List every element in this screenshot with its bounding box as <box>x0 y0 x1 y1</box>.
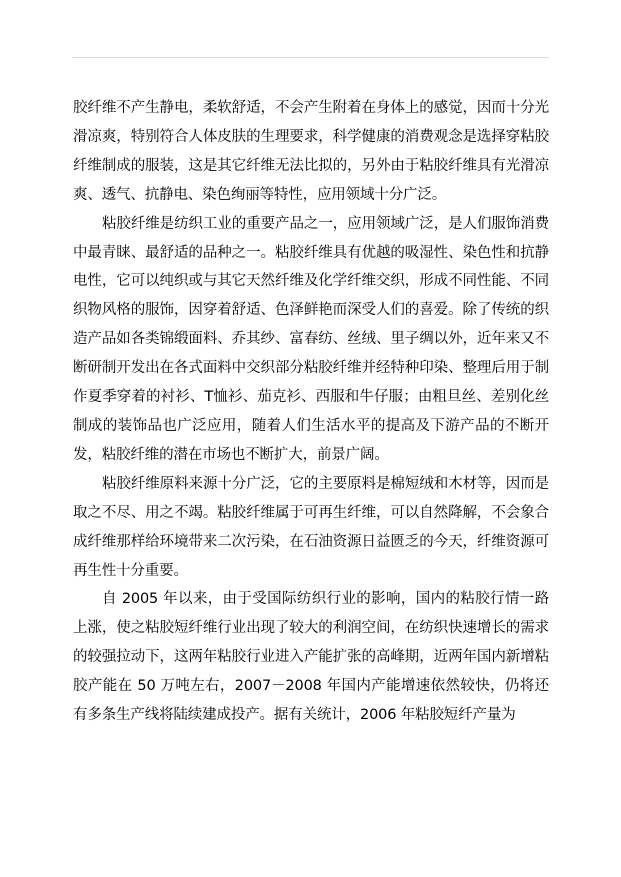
paragraph-2: 粘胶纤维是纺织工业的重要产品之一，应用领域广泛，是人们服饰消费中最青睐、最舒适的品种之一。粘胶纤维具有优越的吸湿性、染色性和抗静电性，它可以纯织或与其它天然纤维及化学纤维交织，形成不同性能、不同织物风格的服饰，因穿着舒适、色泽鲜艳而深受人们的喜爱。除了传统的织造产品如各类锦缎面料、乔其纱、富春纺、丝绒、里子绸以外，近年来又不断研制开发出在各式面料中交织部分粘胶纤维并经特种印染、整理后用于制作夏季穿着的衬衫、T恤衫、茄克衫、西服和牛仔服；由粗旦丝、差别化丝制成的装饰品也广泛应用，随着人们生活水平的提高及下游产品的不断开发，粘胶纤维的潜在市场也不断扩大，前景广阔。 <box>73 215 549 463</box>
paragraph-3: 粘胶纤维原料来源十分广泛，它的主要原料是棉短绒和木材等，因而是取之不尽、用之不竭。粘胶纤维属于可再生纤维，可以自然降解，不会象合成纤维那样给环境带来二次污染，在石油资源日益匮乏的今天，纤维资源可再生性十分重要。 <box>73 475 549 579</box>
header-rule <box>72 57 549 58</box>
paragraph-1: 胶纤维不产生静电，柔软舒适，不会产生附着在身体上的感觉，因而十分光滑凉爽，特别符合人体皮肤的生理要求，科学健康的消费观念是选择穿粘胶纤维制成的服装，这是其它纤维无法比拟的，另外由于粘胶纤维具有光滑凉爽、透气、抗静电、染色绚丽等特性，应用领域十分广泛。 <box>73 100 549 203</box>
document-body <box>73 94 549 730</box>
paragraph-4: 自 2005 年以来，由于受国际纺织行业的影响，国内的粘胶行情一路上涨，使之粘胶短纤维行业出现了较大的利润空间，在纺织快速增长的需求的较强拉动下，这两年粘胶行业进入产能扩张的高峰期，近两年国内新增粘胶产能在 50 万吨左右，2007－2008 年国内产能增速依然较快，仍将还有多条生产线将陆续建成投产。据有关统计，2006 年粘胶短纤产量为 <box>73 591 549 724</box>
